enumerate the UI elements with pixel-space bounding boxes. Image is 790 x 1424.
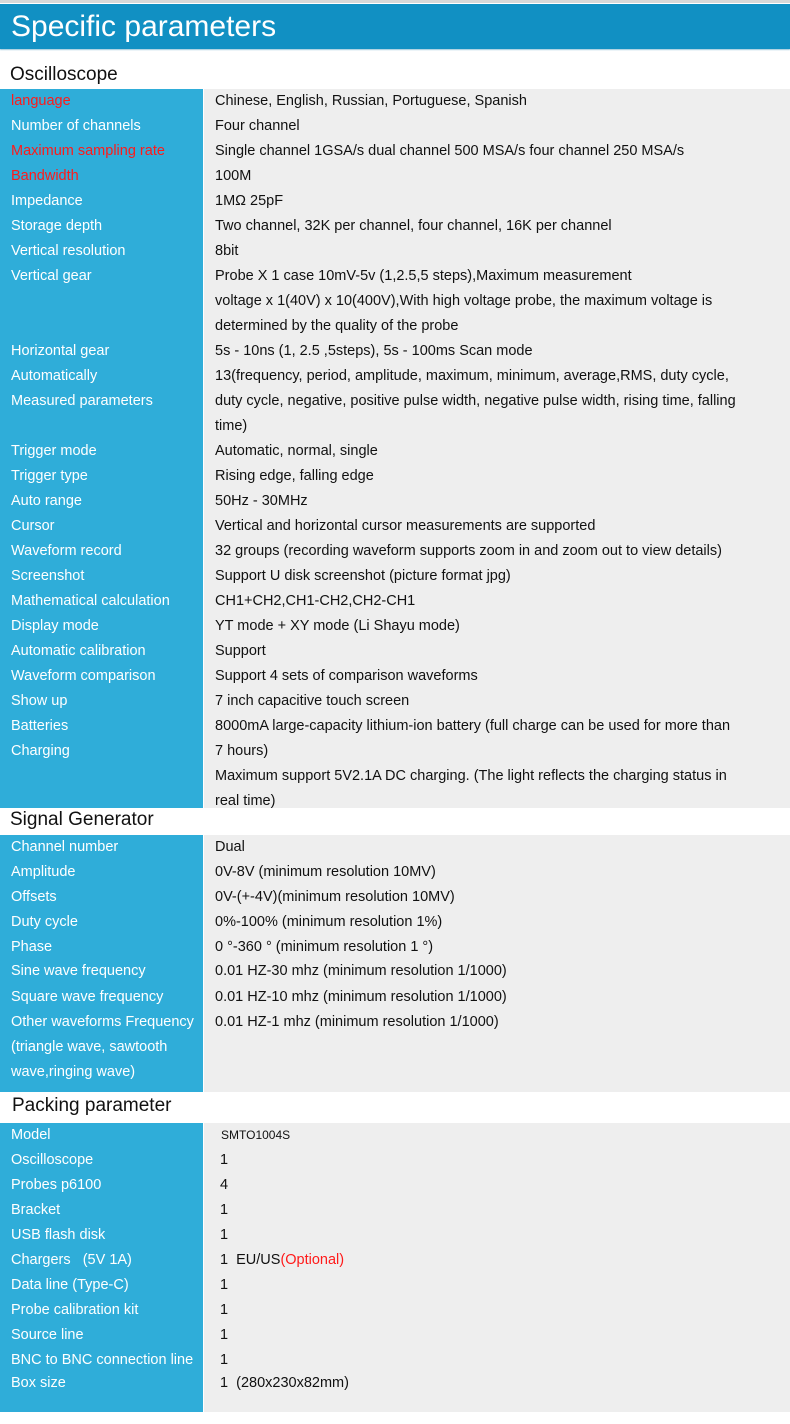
row-label: Display mode xyxy=(11,618,99,634)
row-value-line: real time) xyxy=(215,793,276,809)
row-value: Automatic, normal, single xyxy=(215,443,378,459)
row-value: 0%-100% (minimum resolution 1%) xyxy=(215,914,443,930)
packing-table xyxy=(0,1123,790,1412)
row-value: Vertical and horizontal cursor measurements are supported xyxy=(215,518,596,534)
row-label: Mathematical calculation xyxy=(11,593,170,609)
row-label: Screenshot xyxy=(11,568,85,584)
row-label: Square wave frequency xyxy=(11,989,164,1005)
row-value: Chinese, English, Russian, Portuguese, Spanish xyxy=(215,93,527,109)
row-value: Dual xyxy=(215,839,245,855)
row-label: Box size xyxy=(11,1375,66,1391)
row-value: SMTO1004S xyxy=(221,1128,291,1142)
row-label: Auto range xyxy=(11,493,82,509)
row-value: 1 (280x230x82mm) xyxy=(220,1375,349,1391)
row-value-line: 13(frequency, period, amplitude, maximum, minimum, average,RMS, duty cycle, xyxy=(215,368,729,384)
row-value: Rising edge, falling edge xyxy=(215,468,374,484)
row-label: Offsets xyxy=(11,889,57,905)
row-value-main: 1 EU/US xyxy=(220,1252,281,1268)
row-value: 1 xyxy=(220,1302,229,1318)
row-label: Sine wave frequency xyxy=(11,963,146,979)
row-label-line: Measured parameters xyxy=(11,393,153,409)
row-label: Trigger type xyxy=(11,468,88,484)
row-label: Channel number xyxy=(11,839,119,855)
row-label: Show up xyxy=(11,693,68,709)
section-title-packing: Packing parameter xyxy=(12,1095,172,1116)
row-value: 1MΩ 25pF xyxy=(215,193,284,209)
row-label: Chargers (5V 1A) xyxy=(11,1252,132,1268)
row-label: Vertical resolution xyxy=(11,243,126,259)
row-label: Storage depth xyxy=(11,218,103,234)
row-value: YT mode + XY mode (Li Shayu mode) xyxy=(215,618,460,634)
row-value-line: time) xyxy=(215,418,248,434)
row-label: Amplitude xyxy=(11,864,76,880)
row-value-line: 8000mA large-capacity lithium-ion battery (full charge can be used for more than xyxy=(215,718,731,734)
row-label: Number of channels xyxy=(11,118,141,134)
row-label-line: Charging xyxy=(11,743,70,759)
row-label: Probes p6100 xyxy=(11,1177,102,1193)
row-value: 8bit xyxy=(215,243,239,259)
row-label: USB flash disk xyxy=(11,1227,106,1243)
row-value: 1 xyxy=(220,1277,229,1293)
row-label: Vertical gear xyxy=(11,268,92,284)
row-value: 50Hz - 30MHz xyxy=(215,493,308,509)
row-label: Horizontal gear xyxy=(11,343,110,359)
row-value: 1 xyxy=(220,1227,229,1243)
row-label: Cursor xyxy=(11,518,55,534)
row-label-line: wave,ringing wave) xyxy=(11,1064,136,1080)
row-value: Four channel xyxy=(215,118,300,134)
row-value: 0.01 HZ-10 mhz (minimum resolution 1/1000) xyxy=(215,989,507,1005)
row-value-line: duty cycle, negative, positive pulse width, negative pulse width, rising time, falling xyxy=(215,393,736,409)
row-label: language xyxy=(11,93,71,109)
row-value: Support 4 sets of comparison waveforms xyxy=(215,668,478,684)
row-label-line: Other waveforms Frequency xyxy=(11,1014,194,1030)
row-value: 0 °-360 ° (minimum resolution 1 °) xyxy=(215,939,434,955)
row-label: Bracket xyxy=(11,1202,61,1218)
row-label: Maximum sampling rate xyxy=(11,143,165,159)
row-label: BNC to BNC connection line xyxy=(11,1352,194,1368)
row-value: 4 xyxy=(220,1177,229,1193)
row-label-line: Automatically xyxy=(11,368,98,384)
row-value-line: Probe X 1 case 10mV-5v (1,2.5,5 steps),Maximum measurement xyxy=(215,268,632,284)
row-value: 1 xyxy=(220,1152,229,1168)
row-value: 100M xyxy=(215,168,252,184)
row-value-line: voltage x 1(40V) x 10(400V),With high voltage probe, the maximum voltage is xyxy=(215,293,713,309)
row-value: 0V-8V (minimum resolution 10MV) xyxy=(215,864,436,880)
row-value xyxy=(220,1248,785,1273)
row-label: Data line (Type-C) xyxy=(11,1277,129,1293)
row-value: 1 xyxy=(220,1327,229,1343)
optional-note: (Optional) xyxy=(280,1252,345,1268)
row-value: 0V-(+-4V)(minimum resolution 10MV) xyxy=(215,889,455,905)
row-value: 32 groups (recording waveform supports zoom in and zoom out to view details) xyxy=(215,543,722,559)
row-value: Support U disk screenshot (picture format jpg) xyxy=(215,568,511,584)
row-label: Automatic calibration xyxy=(11,643,146,659)
row-label: Waveform comparison xyxy=(11,668,156,684)
row-value: 1 xyxy=(220,1352,229,1368)
row-label-line: Batteries xyxy=(11,718,69,734)
page-title: Specific parameters xyxy=(11,10,277,43)
row-label: Probe calibration kit xyxy=(11,1302,139,1318)
oscilloscope-table xyxy=(0,89,790,808)
row-value: Support xyxy=(215,643,266,659)
row-value-line: determined by the quality of the probe xyxy=(215,318,459,334)
row-label: Source line xyxy=(11,1327,84,1343)
row-label: Phase xyxy=(11,939,53,955)
row-label: Trigger mode xyxy=(11,443,97,459)
section-title-oscilloscope: Oscilloscope xyxy=(10,64,118,85)
row-label: Oscilloscope xyxy=(11,1152,94,1168)
row-value-line: Maximum support 5V2.1A DC charging. (The light reflects the charging status in xyxy=(215,768,727,784)
row-label: Impedance xyxy=(11,193,83,209)
row-label: Model xyxy=(11,1127,51,1143)
row-value: 5s - 10ns (1, 2.5 ,5steps), 5s - 100ms Scan mode xyxy=(215,343,533,359)
row-label: Waveform record xyxy=(11,543,122,559)
row-label: Duty cycle xyxy=(11,914,78,930)
section-title-signal-generator: Signal Generator xyxy=(10,809,154,830)
row-value: Single channel 1GSA/s dual channel 500 MSA/s four channel 250 MSA/s xyxy=(215,143,685,159)
top-strip xyxy=(0,0,790,3)
row-label: Bandwidth xyxy=(11,168,79,184)
row-value: CH1+CH2,CH1-CH2,CH2-CH1 xyxy=(215,593,416,609)
row-value: Two channel, 32K per channel, four channel, 16K per channel xyxy=(215,218,612,234)
row-label-line: (triangle wave, sawtooth xyxy=(11,1039,168,1055)
row-value: 1 xyxy=(220,1202,229,1218)
row-value-line: 7 hours) xyxy=(215,743,269,759)
row-value: 0.01 HZ-1 mhz (minimum resolution 1/1000) xyxy=(215,1014,499,1030)
page-header xyxy=(0,4,790,49)
row-value: 7 inch capacitive touch screen xyxy=(215,693,410,709)
signal-generator-table xyxy=(0,835,790,1092)
row-value: 0.01 HZ-30 mhz (minimum resolution 1/1000) xyxy=(215,963,507,979)
